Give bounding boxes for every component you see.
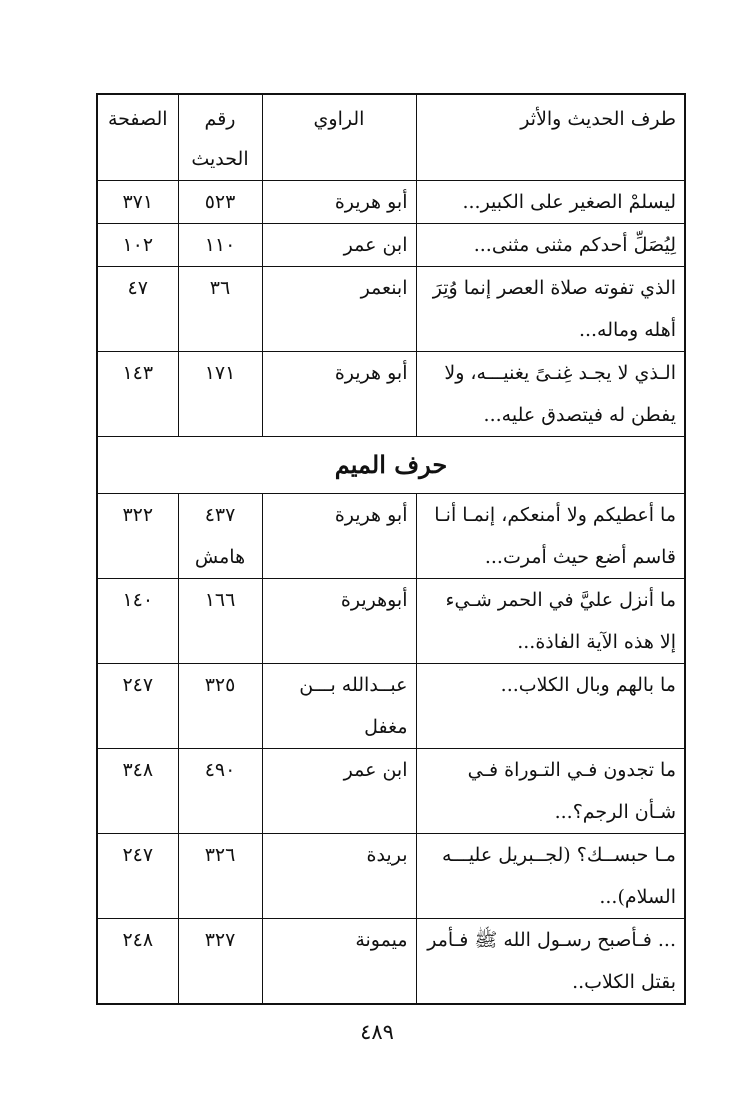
header-num-line2: الحديث	[191, 148, 249, 170]
section-header-row	[97, 436, 685, 493]
narrator: أبو هريرة	[262, 493, 416, 578]
hadith-text: ما تجدون فـي التـوراة فـي شـأن الرجم؟...	[416, 748, 685, 833]
narrator: أبو هريرة	[262, 351, 416, 436]
table-row	[97, 918, 685, 1004]
page-ref: ١٤٠	[97, 578, 178, 663]
header-hadith-number	[178, 94, 262, 180]
hadith-number: ٤٣٧ هامش	[178, 493, 262, 578]
hadith-text: مـا حبســك؟ (لجــبريل عليـــه السلام)...	[416, 833, 685, 918]
header-narrator-label: الراوي	[313, 108, 365, 130]
hadith-text: ما أعطيكم ولا أمنعكم، إنمـا أنـا قاسم أضع حيث أمرت...	[416, 493, 685, 578]
table-row	[97, 223, 685, 266]
hadith-number: ١٦٦	[178, 578, 262, 663]
page-ref: ٤٧	[97, 266, 178, 351]
hadith-index-table	[96, 93, 686, 1005]
narrator: أبو هريرة	[262, 180, 416, 223]
hadith-text: لِيُصَلِّ أحدكم مثنى مثنى...	[416, 223, 685, 266]
page-ref: ٢٤٧	[97, 663, 178, 748]
page-ref: ٣٤٨	[97, 748, 178, 833]
header-narrator	[262, 94, 416, 180]
header-num-line1: رقم	[204, 108, 236, 130]
narrator: ابنعمر	[262, 266, 416, 351]
hadith-text: ما بالهم وبال الكلاب...	[416, 663, 685, 748]
hadith-text: ... فـأصبح رسـول الله ﷺ فـأمر بقتل الكلاب..	[416, 918, 685, 1004]
page-number: ٤٨٩	[360, 1020, 394, 1044]
page-ref: ٢٤٧	[97, 833, 178, 918]
hadith-text: ما أنزل عليَّ في الحمر شـيء إلا هذه الآية الفاذة...	[416, 578, 685, 663]
page-ref: ٣٧١	[97, 180, 178, 223]
hadith-text: ليسلمْ الصغير على الكبير...	[416, 180, 685, 223]
narrator: ميمونة	[262, 918, 416, 1004]
hadith-number: ٤٩٠	[178, 748, 262, 833]
page-ref: ١٠٢	[97, 223, 178, 266]
page-ref: ١٤٣	[97, 351, 178, 436]
hadith-number: ١٧١	[178, 351, 262, 436]
narrator: أبوهريرة	[262, 578, 416, 663]
narrator: بريدة	[262, 833, 416, 918]
table-row	[97, 578, 685, 663]
hadith-number: ٣٢٧	[178, 918, 262, 1004]
narrator: ابن عمر	[262, 748, 416, 833]
table-row	[97, 351, 685, 436]
hadith-number: ٣٦	[178, 266, 262, 351]
hadith-text: الذي تفوته صلاة العصر إنما وُتِرَ أهله وماله...	[416, 266, 685, 351]
hadith-number: ٥٢٣	[178, 180, 262, 223]
header-hadith: طرف الحديث والأثر	[416, 94, 685, 180]
narrator: ابن عمر	[262, 223, 416, 266]
hadith-number: ٣٢٦	[178, 833, 262, 918]
page-ref: ٢٤٨	[97, 918, 178, 1004]
table-row	[97, 748, 685, 833]
hadith-number: ١١٠	[178, 223, 262, 266]
section-title: حرف الميم	[97, 436, 685, 493]
table-row	[97, 663, 685, 748]
narrator: عبــدالله بـــن مغفل	[262, 663, 416, 748]
table-row	[97, 266, 685, 351]
table-row	[97, 833, 685, 918]
page-ref: ٣٢٢	[97, 493, 178, 578]
header-page: الصفحة	[97, 94, 178, 180]
table-row	[97, 493, 685, 578]
hadith-text: الـذي لا يجـد غِنـىً يغنيـــه، ولا يفطن له فيتصدق عليه...	[416, 351, 685, 436]
table-row	[97, 180, 685, 223]
table-header-row	[97, 94, 685, 180]
hadith-number: ٣٢٥	[178, 663, 262, 748]
